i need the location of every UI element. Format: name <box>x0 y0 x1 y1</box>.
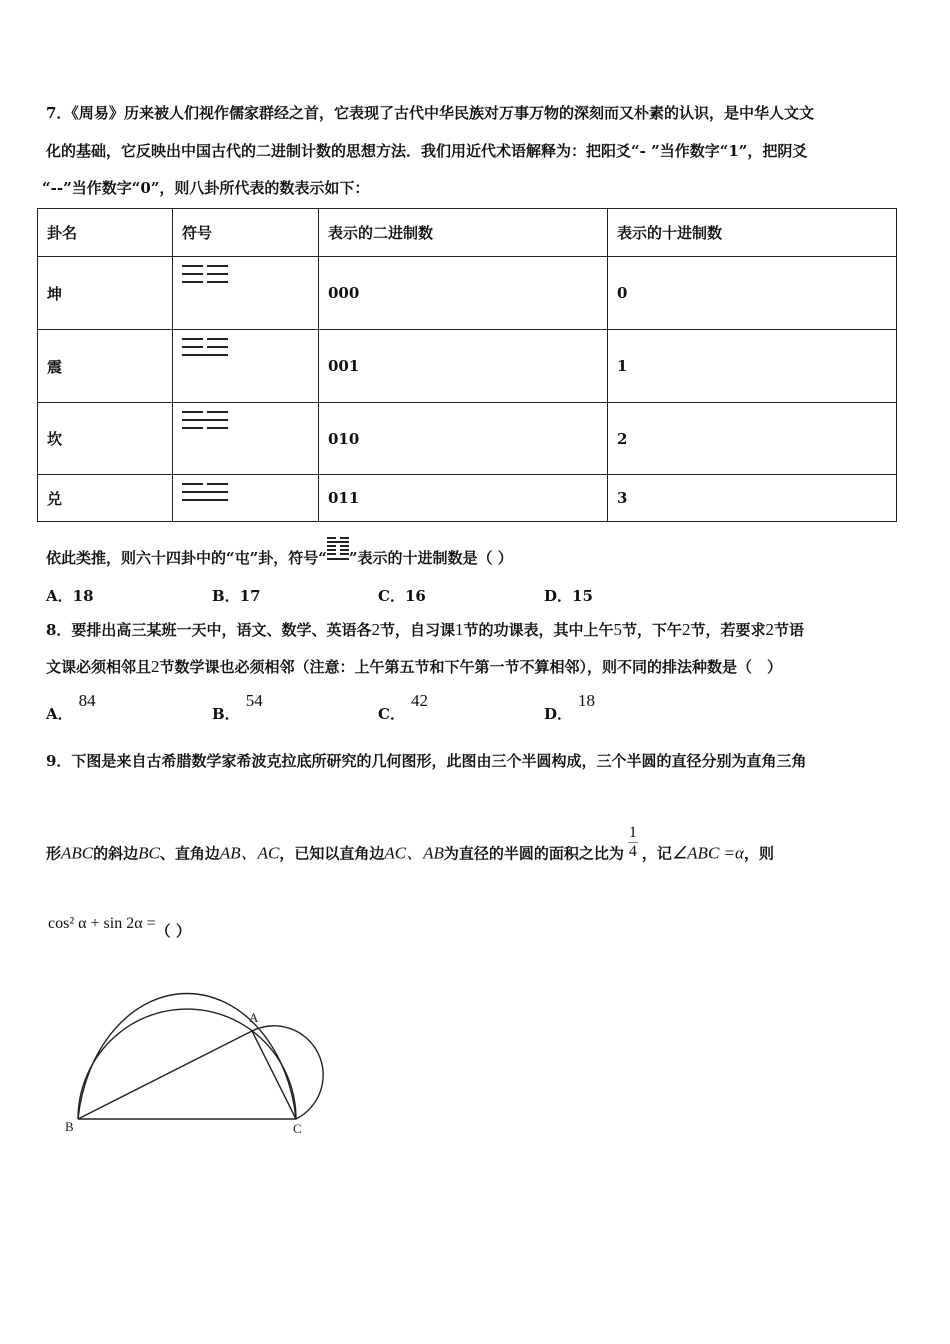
option-a[interactable] <box>46 690 212 723</box>
header-cell: 卦名 <box>38 209 173 257</box>
q7-question-pre: 依此类推，则六十四卦中的“屯”卦，符号“ <box>46 549 327 567</box>
label-b: B <box>65 1119 74 1134</box>
formula: cos² α + sin 2α = <box>48 915 156 932</box>
option-value: 54 <box>245 691 263 710</box>
option-b[interactable]: B．17 <box>212 587 261 605</box>
gua-symbol-icon <box>173 330 319 403</box>
text: ，则 <box>743 844 774 863</box>
gua-symbol-icon <box>173 475 319 522</box>
table-header-row <box>38 209 897 257</box>
header-cell: 符号 <box>173 209 319 257</box>
option-c[interactable] <box>378 690 544 723</box>
table-row <box>38 330 897 403</box>
q9-text-line-2 <box>46 824 774 873</box>
label-a: A <box>249 1010 259 1025</box>
q7-options <box>46 585 710 606</box>
text: 节数学课也必须相邻（注意：上午第五节和下午第一节不算相邻），则不同的排法种数是（ ） <box>159 658 783 676</box>
number: 2 <box>682 620 691 639</box>
text: 的斜边 <box>93 844 139 863</box>
q9-formula-line <box>48 912 191 940</box>
option-label: C． <box>378 705 405 723</box>
gua-name: 兑 <box>38 475 173 522</box>
math: ABC <box>61 843 94 863</box>
gua-name: 震 <box>38 330 173 403</box>
math: AC、AB <box>384 843 444 863</box>
text: 节的功课表，其中上午 <box>463 621 614 639</box>
text: 、直角边 <box>159 844 220 863</box>
table-row <box>38 475 897 522</box>
header-cell: 表示的十进制数 <box>608 209 897 257</box>
number: 2 <box>371 620 380 639</box>
decimal-value: 1 <box>608 330 897 403</box>
text: ，已知以直角边 <box>279 844 385 863</box>
option-c[interactable]: C．16 <box>378 587 426 605</box>
q7-question-post: ”表示的十进制数是（ ） <box>348 549 513 567</box>
fraction <box>628 824 638 861</box>
binary-value: 011 <box>319 475 608 522</box>
math: BC <box>138 843 160 863</box>
math: ∠ABC =α <box>671 843 744 863</box>
text: 节语 <box>774 621 805 639</box>
binary-value: 010 <box>319 403 608 475</box>
table-row <box>38 403 897 475</box>
text: 节，若要求 <box>690 621 766 639</box>
table-row <box>38 257 897 330</box>
binary-value: 001 <box>319 330 608 403</box>
text: 8．要排出高三某班一天中，语文、数学、英语各 <box>46 621 372 639</box>
option-b[interactable] <box>212 690 378 723</box>
q7-text-line-2: 化的基础，它反映出中国古代的二进制计数的思想方法．我们用近代术语解释为：把阳爻“- ”当作数字“1”，把阴爻 <box>46 142 808 160</box>
number: 1 <box>454 620 464 639</box>
q7-text-line-1: 7．《周易》历来被人们视作儒家群经之首，它表现了古代中华民族对万事万物的深刻而又朴素的认识，是中华人文文 <box>46 104 814 122</box>
q8-text-line-1 <box>46 619 804 640</box>
decimal-value: 2 <box>608 403 897 475</box>
option-value: 18 <box>578 691 596 710</box>
q8-options <box>46 690 710 723</box>
binary-value: 000 <box>319 257 608 330</box>
option-label: B． <box>212 705 240 723</box>
option-d[interactable] <box>544 690 710 723</box>
text: 文课必须相邻且 <box>46 658 152 676</box>
number: 5 <box>613 620 622 639</box>
zhun-gua-symbol-icon <box>327 536 349 566</box>
label-c: C <box>293 1121 302 1136</box>
gua-name: 坤 <box>38 257 173 330</box>
hippocrates-lune-figure <box>50 970 350 1145</box>
text: 节，自习课 <box>379 621 455 639</box>
q7-text-line-3: “--”当作数字“0”，则八卦所代表的数表示如下： <box>42 179 370 197</box>
option-value: 42 <box>410 691 428 710</box>
option-label: D． <box>544 705 573 723</box>
text: 为直径的半圆的面积之比为 <box>443 844 624 863</box>
q7-question <box>46 538 513 568</box>
q8-text-line-2 <box>46 656 782 677</box>
header-cell: 表示的二进制数 <box>319 209 608 257</box>
denominator: 4 <box>628 843 637 860</box>
gua-name: 坎 <box>38 403 173 475</box>
segment-ac <box>252 1031 296 1119</box>
gua-symbol-icon <box>173 403 319 475</box>
number: 2 <box>151 657 160 676</box>
text: ，记 <box>641 844 672 863</box>
decimal-value: 3 <box>608 475 897 522</box>
numerator: 1 <box>628 824 637 841</box>
option-value: 84 <box>78 691 96 710</box>
gua-symbol-icon <box>173 257 319 330</box>
decimal-value: 0 <box>608 257 897 330</box>
option-d[interactable]: D．15 <box>544 587 593 605</box>
math: AB、AC <box>219 843 280 863</box>
option-label: A． <box>46 705 73 723</box>
semicircle-bc <box>78 994 296 1119</box>
number: 2 <box>765 620 775 639</box>
q9-text-line-1: 9．下图是来自古希腊数学家希波克拉底所研究的几何图形，此图由三个半圆构成，三个半圆的直径分别为直角三角 <box>46 752 807 770</box>
bagua-table <box>37 208 897 522</box>
option-a[interactable]: A．18 <box>46 587 94 605</box>
text: 形 <box>46 844 62 863</box>
answer-paren: （ ） <box>155 922 191 940</box>
text: 节，下午 <box>621 621 682 639</box>
